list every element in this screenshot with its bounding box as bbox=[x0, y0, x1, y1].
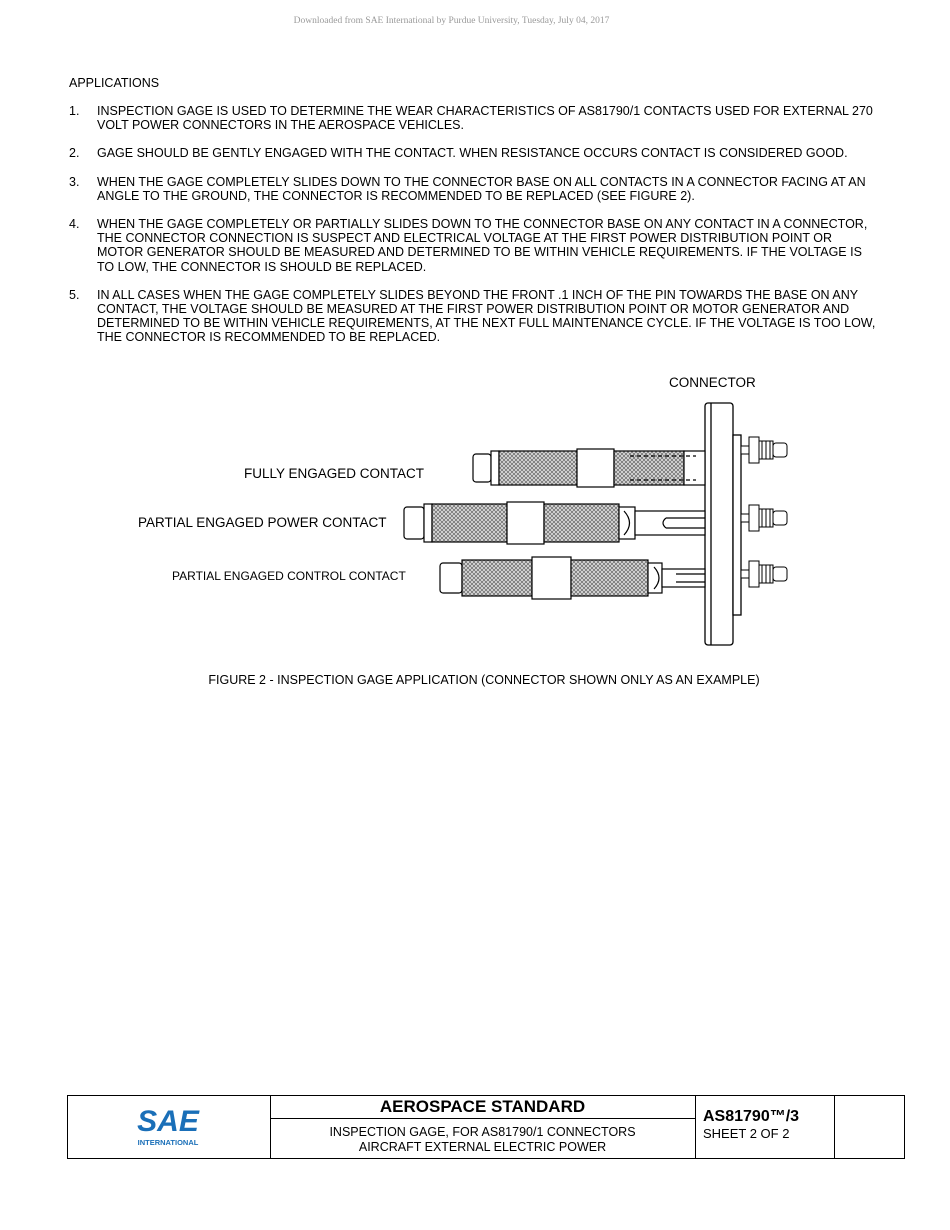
gage-partial-power bbox=[404, 502, 705, 544]
title-block bbox=[67, 1095, 905, 1159]
list-item bbox=[69, 217, 881, 274]
standard-subtitle bbox=[270, 1119, 695, 1154]
gage-partial-control bbox=[440, 557, 705, 599]
item-text: GAGE SHOULD BE GENTLY ENGAGED WITH THE CONTACT. WHEN RESISTANCE OCCURS CONTACT IS CONSIDERED GOOD. bbox=[97, 146, 848, 161]
label-fully-engaged: FULLY ENGAGED CONTACT bbox=[244, 466, 425, 481]
subtitle-line-2: AIRCRAFT EXTERNAL ELECTRIC POWER bbox=[358, 1139, 607, 1154]
item-number: 1. bbox=[69, 104, 80, 118]
item-number: 2. bbox=[69, 146, 80, 161]
figure-caption: FIGURE 2 - INSPECTION GAGE APPLICATION (CONNECTOR SHOWN ONLY AS AN EXAMPLE) bbox=[208, 673, 760, 687]
list-item bbox=[69, 288, 881, 345]
gage-fully-engaged bbox=[473, 449, 705, 487]
item-text: WHEN THE GAGE COMPLETELY SLIDES DOWN TO THE CONNECTOR BASE ON ALL CONTACTS IN A CONNECTOR FACING AT AN ANGLE TO THE GROUND, THE CONNECTOR IS RECOMMENDED TO BE REPLACED (SEE FIGURE 2). bbox=[97, 174, 866, 203]
standard-heading: AEROSPACE STANDARD bbox=[270, 1096, 695, 1119]
label-partial-power: PARTIAL ENGAGED POWER CONTACT bbox=[138, 515, 387, 530]
list-item bbox=[69, 146, 881, 160]
sae-logo bbox=[68, 1096, 271, 1158]
list-item bbox=[69, 104, 881, 132]
sheet-number: SHEET 2 OF 2 bbox=[703, 1126, 790, 1141]
list-item bbox=[69, 175, 881, 203]
item-text: WHEN THE GAGE COMPLETELY OR PARTIALLY SLIDES DOWN TO THE CONNECTOR BASE ON ANY CONTACT IN A CONNECTOR, THE CONNECTOR CONNECTION IS SUSPECT AND ELECTRICAL VOLTAGE AT THE FIRST POWER DISTRIBUTION POINT OR MOTOR GENERATOR SHOULD BE MEASURED AND DETERMINED TO BE WITHIN VEHICLE REQUIREMENTS. IF THE VOLTAGE IS TO LOW, THE CONNECTOR IS SHOULD BE REPLACED. bbox=[97, 217, 868, 274]
doc-info bbox=[695, 1096, 835, 1158]
label-partial-control: PARTIAL ENGAGED CONTROL CONTACT bbox=[172, 569, 406, 583]
item-number: 5. bbox=[69, 287, 80, 302]
section-title: APPLICATIONS bbox=[69, 76, 160, 90]
download-note: Downloaded from SAE International by Purdue University, Tuesday, July 04, 2017 bbox=[293, 16, 610, 26]
item-number: 3. bbox=[69, 174, 80, 189]
logo-text: SAE bbox=[137, 1105, 199, 1138]
doc-number: AS81790™/3 bbox=[703, 1108, 800, 1125]
label-connector: CONNECTOR bbox=[669, 375, 756, 390]
connector-terminals bbox=[741, 437, 787, 587]
item-text: INSPECTION GAGE IS USED TO DETERMINE THE WEAR CHARACTERISTICS OF AS81790/1 CONTACTS USED FOR EXTERNAL 270 VOLT POWER CONNECTORS IN THE AEROSPACE VEHICLES. bbox=[97, 104, 873, 133]
item-number: 4. bbox=[69, 217, 80, 232]
subtitle-line-1: INSPECTION GAGE, FOR AS81790/1 CONNECTORS bbox=[329, 1125, 636, 1139]
logo-subtext: INTERNATIONAL bbox=[137, 1138, 199, 1147]
item-text: IN ALL CASES WHEN THE GAGE COMPLETELY SLIDES BEYOND THE FRONT .1 INCH OF THE PIN TOWARDS THE BASE ON ANY CONTACT, THE VOLTAGE SHOULD BE MEASURED AT THE FIRST POWER DISTRIBUTION POINT OR MOTOR GENERATOR AND DETERMINED TO BE WITHIN VEHICLE REQUIREMENTS, AT THE NEXT FULL MAINTENANCE CYCLE. IF THE VOLTAGE IS TOO LOW, THE CONNECTOR IS RECOMMENDED TO BE REPLACED. bbox=[97, 287, 876, 345]
title-block-center bbox=[270, 1096, 696, 1158]
inspection-gage-figure bbox=[130, 370, 810, 655]
connector-body bbox=[705, 403, 741, 645]
applications-list bbox=[69, 104, 881, 359]
